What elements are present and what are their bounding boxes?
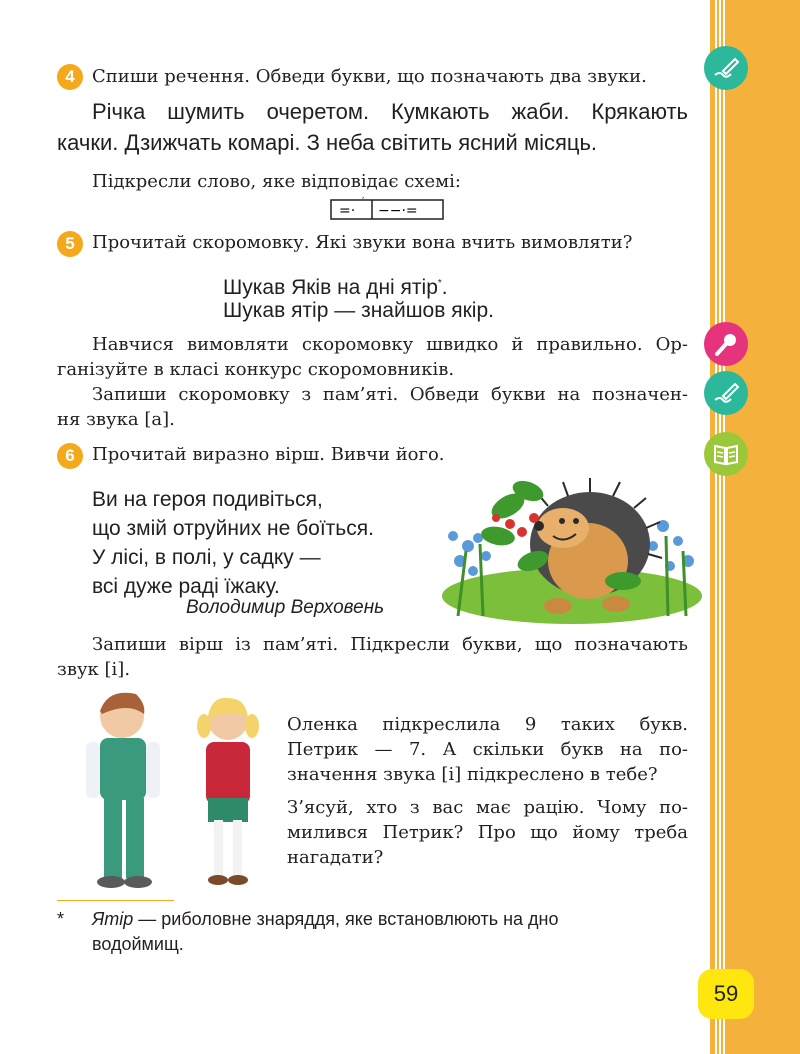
poem-author: Володимир Верховень bbox=[186, 597, 385, 618]
footnote-divider bbox=[57, 900, 174, 901]
question-line: З’ясуй, хто з вас має рацію. Чому по- bbox=[287, 797, 688, 818]
footnote-text: водоймищ. bbox=[92, 934, 184, 954]
footnote-mark: * bbox=[57, 909, 65, 929]
page-edge-stripes bbox=[713, 0, 727, 1054]
poem-line: всі дуже раді їжаку. bbox=[92, 575, 280, 598]
question-line: милився Петрик? Про що йому треба bbox=[287, 822, 688, 843]
poem-line: Ви на героя подивіться, bbox=[92, 488, 323, 511]
page-number: 59 bbox=[698, 969, 754, 1019]
tongue-twister-line: Шукав Яків на дні ятір*. bbox=[223, 276, 448, 299]
exercise-instruction: Прочитай скоромовку. Які звуки вона вчить вимовляти? bbox=[92, 232, 633, 253]
footnote-mark: * bbox=[437, 278, 442, 289]
svg-text:−−·=: −−·= bbox=[378, 203, 418, 219]
exercise-task-line: звук [і]. bbox=[57, 659, 131, 680]
question-line: значення звука [і] підкреслено в тебе? bbox=[287, 764, 658, 785]
exercise-number-badge: 4 bbox=[57, 64, 83, 90]
microphone-icon bbox=[704, 322, 748, 366]
question-line: нагадати? bbox=[287, 847, 384, 868]
pencil-hand-icon bbox=[704, 46, 748, 90]
exercise-text-line: качки. Дзижчать комарі. З неба світить ясний місяць. bbox=[57, 130, 598, 155]
exercise-task-line: Запиши скоромовку з пам’яті. Обведи букви на позначен- bbox=[92, 384, 688, 405]
exercise-task-line: Запиши вірш із пам’яті. Підкресли букви, що позначають bbox=[92, 634, 688, 655]
footnote-text: Ятір — риболовне знаряддя, яке встановлюють на дно bbox=[92, 909, 559, 929]
exercise-task-line: ганізуйте в класі конкурс скоромовників. bbox=[57, 359, 455, 380]
children-illustration bbox=[78, 686, 273, 892]
open-book-icon bbox=[704, 432, 748, 476]
exercise-number-badge: 6 bbox=[57, 443, 83, 469]
hedgehog-illustration bbox=[438, 466, 706, 624]
schema-instruction: Підкресли слово, яке відповідає схемі: bbox=[92, 171, 461, 192]
poem-line: що змій отруйних не боїться. bbox=[92, 517, 374, 540]
pencil-hand-icon bbox=[704, 371, 748, 415]
tongue-twister-line: Шукав ятір — знайшов якір. bbox=[223, 299, 494, 322]
poem-line: У лісі, в полі, у садку — bbox=[92, 546, 321, 569]
exercise-task-line: Навчися вимовляти скоромовку швидко й правильно. Ор- bbox=[92, 334, 688, 355]
exercise-instruction: Спиши речення. Обведи букви, що позначають два звуки. bbox=[92, 66, 647, 87]
exercise-task-line: ня звука [а]. bbox=[57, 409, 175, 430]
svg-text:′: ′ bbox=[362, 197, 365, 207]
exercise-number-badge: 5 bbox=[57, 231, 83, 257]
question-line: Оленка підкреслила 9 таких букв. bbox=[287, 714, 688, 735]
exercise-instruction: Прочитай виразно вірш. Вивчи його. bbox=[92, 444, 445, 465]
svg-text:=·: =· bbox=[339, 203, 356, 219]
question-line: Петрик — 7. А скільки букв на по- bbox=[287, 739, 688, 760]
sound-schema bbox=[330, 197, 444, 221]
exercise-text-line: Річка шумить очеретом. Кумкають жаби. Крякають bbox=[92, 99, 688, 124]
